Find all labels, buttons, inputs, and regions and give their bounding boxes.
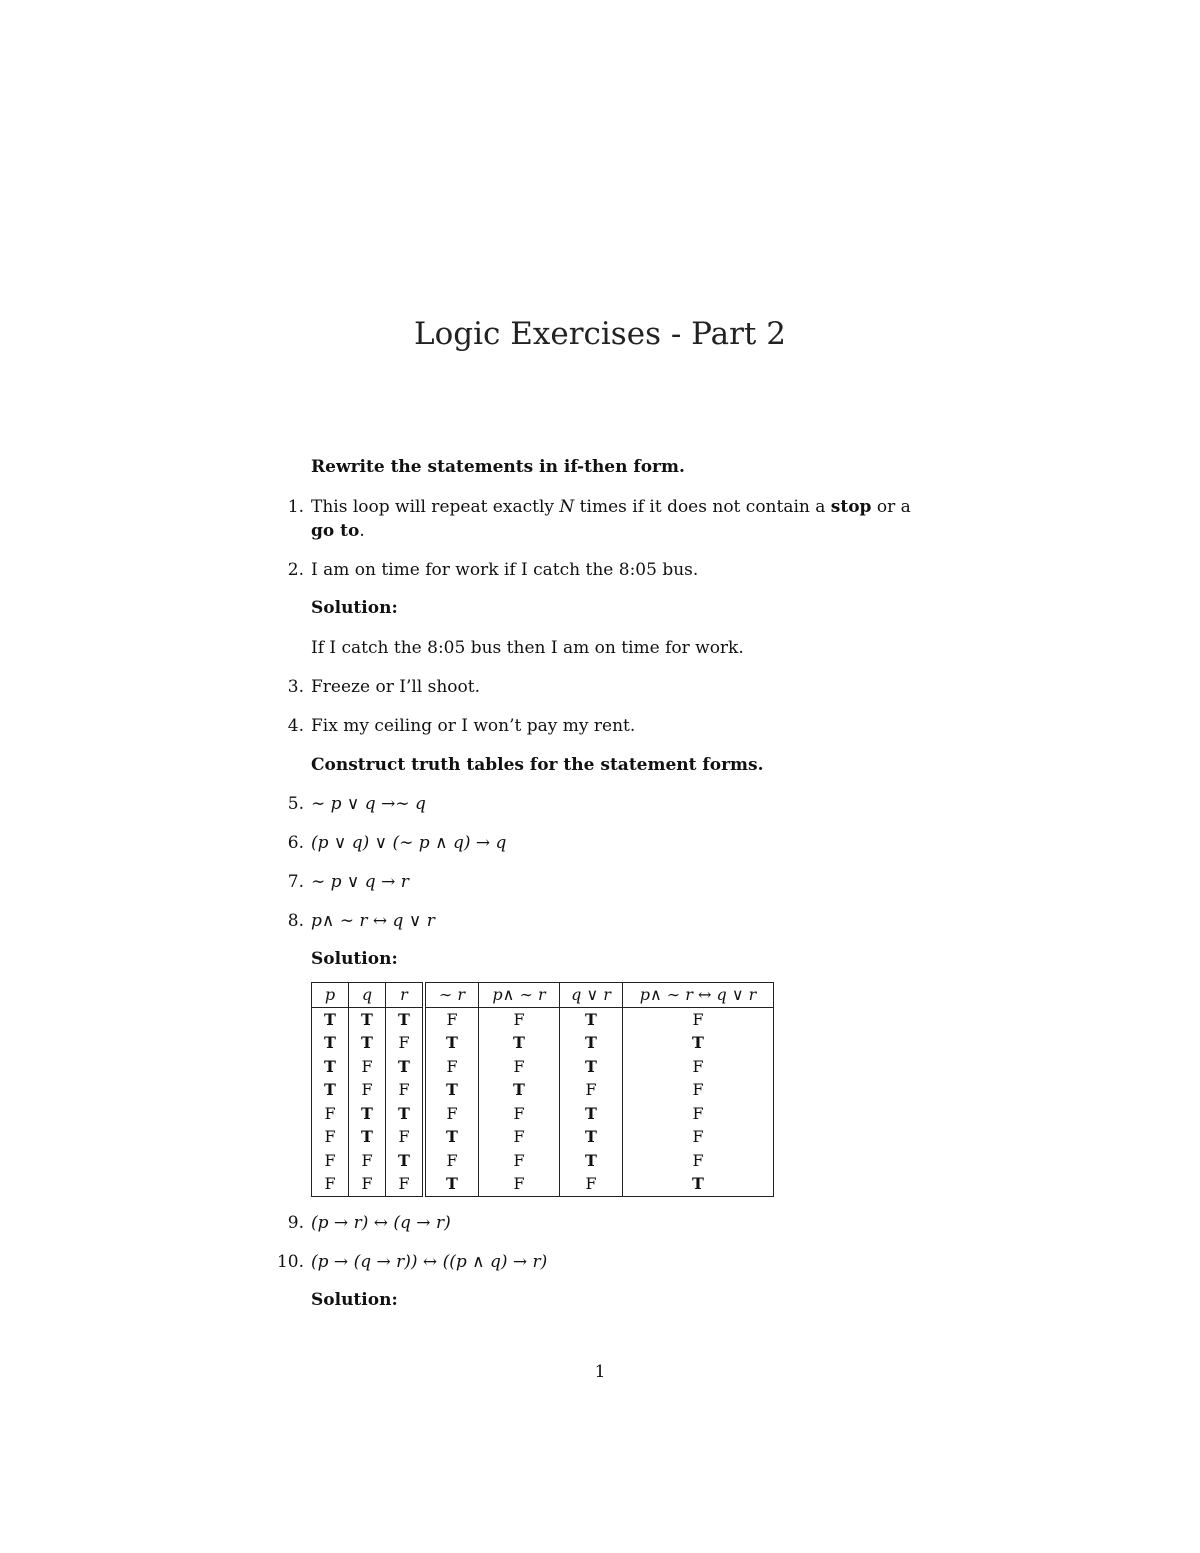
truth-table-cell: F (349, 1055, 386, 1079)
truth-table-cell: F (386, 1031, 425, 1055)
header-not-r: ∼ r (424, 983, 479, 1008)
header-biconditional: p∧ ∼ r ↔ q ∨ r (623, 983, 774, 1008)
truth-table-row (312, 1172, 774, 1196)
truth-table-cell: F (623, 1125, 774, 1149)
truth-table-cell: F (349, 1078, 386, 1102)
exercise-number: 9. (287, 1212, 304, 1233)
period: . (359, 521, 365, 541)
page-number: 1 (594, 1362, 606, 1382)
exercise-9 (270, 1211, 950, 1235)
truth-table-cell: T (623, 1031, 774, 1055)
solution-label: Solution: (311, 1289, 398, 1310)
truth-table-cell: F (424, 1149, 479, 1173)
exercise-number: 1. (287, 497, 304, 517)
exercise-text: Freeze or I’ll shoot. (311, 677, 481, 697)
truth-table-cell: F (479, 1125, 560, 1149)
section-heading-truth-tables: Construct truth tables for the statement forms. (311, 755, 764, 775)
exercise-3 (270, 675, 950, 699)
truth-table-row (312, 1031, 774, 1055)
truth-table-cell: T (424, 1172, 479, 1196)
exercise-expression: ∼ p ∨ q → r (311, 872, 409, 892)
header-q: q (349, 983, 386, 1008)
truth-table-cell: T (424, 1078, 479, 1102)
document-body (270, 455, 950, 1312)
exercise-number: 3. (287, 677, 304, 697)
truth-table-cell: T (386, 1149, 425, 1173)
truth-table-cell: T (349, 1125, 386, 1149)
exercise-text: This loop will repeat exactly (311, 497, 560, 517)
truth-table-cell: T (560, 1149, 623, 1173)
exercise-number: 4. (287, 716, 304, 736)
truth-table-row (312, 1149, 774, 1173)
truth-table-cell: T (349, 1007, 386, 1031)
header-q-or-r: q ∨ r (560, 983, 623, 1008)
truth-table-cell: F (324, 1174, 336, 1193)
truth-table-cell: F (623, 1055, 774, 1079)
exercise-2 (270, 558, 950, 582)
exercise-number: 7. (287, 872, 304, 892)
truth-table-cell: T (324, 1033, 336, 1052)
truth-table-cell: F (479, 1055, 560, 1079)
truth-table-cell: T (349, 1031, 386, 1055)
truth-table-cell: F (386, 1172, 425, 1196)
header-r: r (386, 983, 425, 1008)
exercise-text: Fix my ceiling or I won’t pay my rent. (311, 716, 636, 736)
exercise-1 (270, 495, 950, 543)
truth-table-cell: F (324, 1150, 336, 1170)
solution-label: Solution: (311, 949, 398, 969)
truth-table-row (312, 1007, 774, 1031)
truth-table-cell: F (386, 1125, 425, 1149)
keyword-goto: go to (311, 521, 360, 541)
truth-table-cell: F (479, 1102, 560, 1126)
truth-table-row (312, 1078, 774, 1102)
truth-table-cell: T (560, 1031, 623, 1055)
truth-table-cell: T (560, 1007, 623, 1031)
truth-table-cell: T (324, 1080, 336, 1099)
exercise-number: 5. (287, 794, 304, 814)
truth-table-body (312, 1007, 774, 1196)
truth-table-cell: T (386, 1055, 425, 1079)
solution-label: Solution: (311, 598, 398, 618)
exercise-7 (270, 870, 950, 894)
exercise-number: 8. (287, 911, 304, 931)
truth-table-row (312, 1055, 774, 1079)
truth-table-cell: T (623, 1172, 774, 1196)
truth-table-cell: T (324, 1056, 336, 1076)
truth-table-cell: T (560, 1125, 623, 1149)
keyword-stop: stop (830, 497, 872, 517)
truth-table-cell: F (623, 1149, 774, 1173)
truth-table-cell: T (386, 1007, 425, 1031)
exercise-expression: (p → (q → r)) ↔ ((p ∧ q) → r) (311, 1251, 548, 1272)
exercise-10 (270, 1250, 950, 1274)
exercise-8 (270, 909, 950, 933)
truth-table-header-row (312, 983, 774, 1008)
truth-table-cell: F (424, 1007, 479, 1031)
exercise-number: 6. (287, 833, 304, 853)
variable-n: N (559, 497, 575, 517)
truth-table-cell: F (623, 1078, 774, 1102)
exercise-expression: ∼ p ∨ q →∼ q (311, 794, 426, 814)
truth-table-cell: F (479, 1007, 560, 1031)
exercise-expression: (p ∨ q) ∨ (∼ p ∧ q) → q (311, 833, 507, 853)
truth-table-cell: F (386, 1078, 425, 1102)
truth-table-cell: F (424, 1055, 479, 1079)
truth-table (311, 982, 774, 1197)
exercise-expression: (p → r) ↔ (q → r) (311, 1212, 451, 1233)
truth-table-cell: T (386, 1102, 425, 1126)
header-p: p (312, 983, 349, 1008)
header-p-and-not-r: p∧ ∼ r (479, 983, 560, 1008)
exercise-number: 10. (276, 1251, 304, 1272)
truth-table-cell: T (349, 1102, 386, 1126)
exercise-4 (270, 714, 950, 738)
document-title: Logic Exercises - Part 2 (414, 316, 786, 352)
exercise-6 (270, 831, 950, 855)
exercise-text: I am on time for work if I catch the 8:05 bus. (311, 560, 699, 580)
truth-table-cell: T (479, 1031, 560, 1055)
truth-table-cell: F (560, 1078, 623, 1102)
truth-table-cell: F (324, 1103, 336, 1123)
exercise-text: times if it does not contain a (574, 497, 831, 517)
truth-table-cell: F (349, 1149, 386, 1173)
truth-table-cell: T (560, 1055, 623, 1079)
exercise-5 (270, 792, 950, 816)
truth-table-cell: T (424, 1031, 479, 1055)
truth-table-cell: T (479, 1078, 560, 1102)
truth-table-cell: T (324, 1009, 336, 1029)
truth-table-cell: F (349, 1172, 386, 1196)
truth-table-cell: F (479, 1149, 560, 1173)
solution-text: If I catch the 8:05 bus then I am on time for work. (311, 638, 744, 658)
truth-table-row (312, 1125, 774, 1149)
truth-table-cell: F (623, 1102, 774, 1126)
exercise-number: 2. (287, 560, 304, 580)
exercise-expression: p∧ ∼ r ↔ q ∨ r (311, 911, 435, 931)
truth-table-cell: T (424, 1125, 479, 1149)
truth-table-cell: F (623, 1007, 774, 1031)
truth-table-cell: T (560, 1102, 623, 1126)
truth-table-cell: F (324, 1127, 336, 1146)
exercise-text: or a (871, 497, 911, 517)
truth-table-cell: F (479, 1172, 560, 1196)
truth-table-row (312, 1102, 774, 1126)
truth-table-cell: F (560, 1172, 623, 1196)
section-heading-if-then: Rewrite the statements in if-then form. (311, 457, 685, 477)
truth-table-cell: F (424, 1102, 479, 1126)
